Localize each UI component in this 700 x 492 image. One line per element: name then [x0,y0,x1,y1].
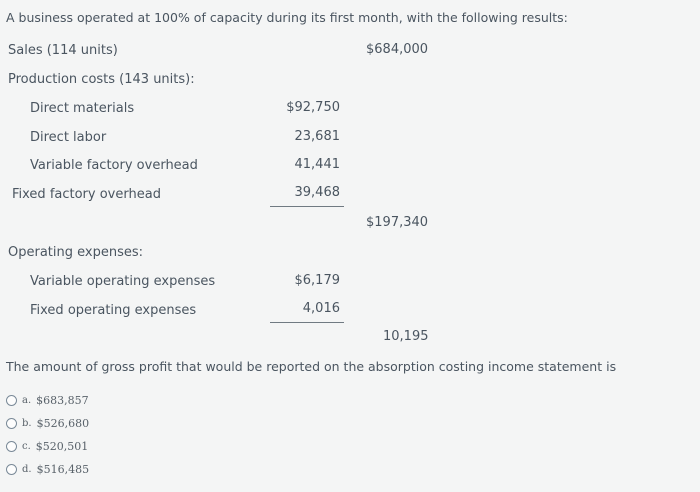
option-a-value: $683,857 [36,394,89,407]
option-c-value: $520,501 [35,440,89,453]
fixed-factory-overhead-label: Fixed factory overhead [12,187,161,202]
direct-labor-label: Direct labor [30,130,107,145]
option-d-letter: d. [22,464,32,475]
option-b-letter: b. [22,418,32,429]
direct-materials-value: $92,750 [286,100,340,115]
option-b[interactable] [6,417,89,430]
option-b-radio[interactable] [6,418,17,429]
fixed-operating-expenses-value: 4,016 [302,301,340,316]
sales-label: Sales (114 units) [8,43,118,58]
variable-factory-overhead-label: Variable factory overhead [30,158,198,173]
operating-expenses-label: Operating expenses: [8,245,144,260]
variable-factory-overhead-value: 41,441 [294,157,340,172]
fixed-factory-overhead-value: 39,468 [294,185,340,200]
option-c-letter: c. [22,441,31,452]
option-d[interactable] [6,463,89,476]
operating-subtotal-rule [270,322,344,323]
production-costs-label: Production costs (143 units): [8,72,195,87]
direct-labor-value: 23,681 [294,129,340,144]
option-a-letter: a. [22,395,32,406]
production-subtotal-rule [270,206,344,207]
production-total-value: $197,340 [366,215,429,230]
option-b-value: $526,680 [36,417,90,430]
fixed-operating-expenses-label: Fixed operating expenses [30,303,197,318]
problem-intro: A business operated at 100% of capacity during its first month, with the following results: [6,10,568,25]
sales-value: $684,000 [366,42,429,57]
option-c[interactable] [6,440,88,453]
option-a-radio[interactable] [6,395,17,406]
variable-operating-expenses-label: Variable operating expenses [30,274,216,289]
option-d-radio[interactable] [6,464,17,475]
option-d-value: $516,485 [36,463,90,476]
direct-materials-label: Direct materials [30,101,135,116]
question-text: The amount of gross profit that would be reported on the absorption costing income statement is [6,359,617,374]
option-a[interactable] [6,394,89,407]
operating-total-value: 10,195 [383,329,429,344]
option-c-radio[interactable] [6,441,17,452]
variable-operating-expenses-value: $6,179 [294,273,340,288]
